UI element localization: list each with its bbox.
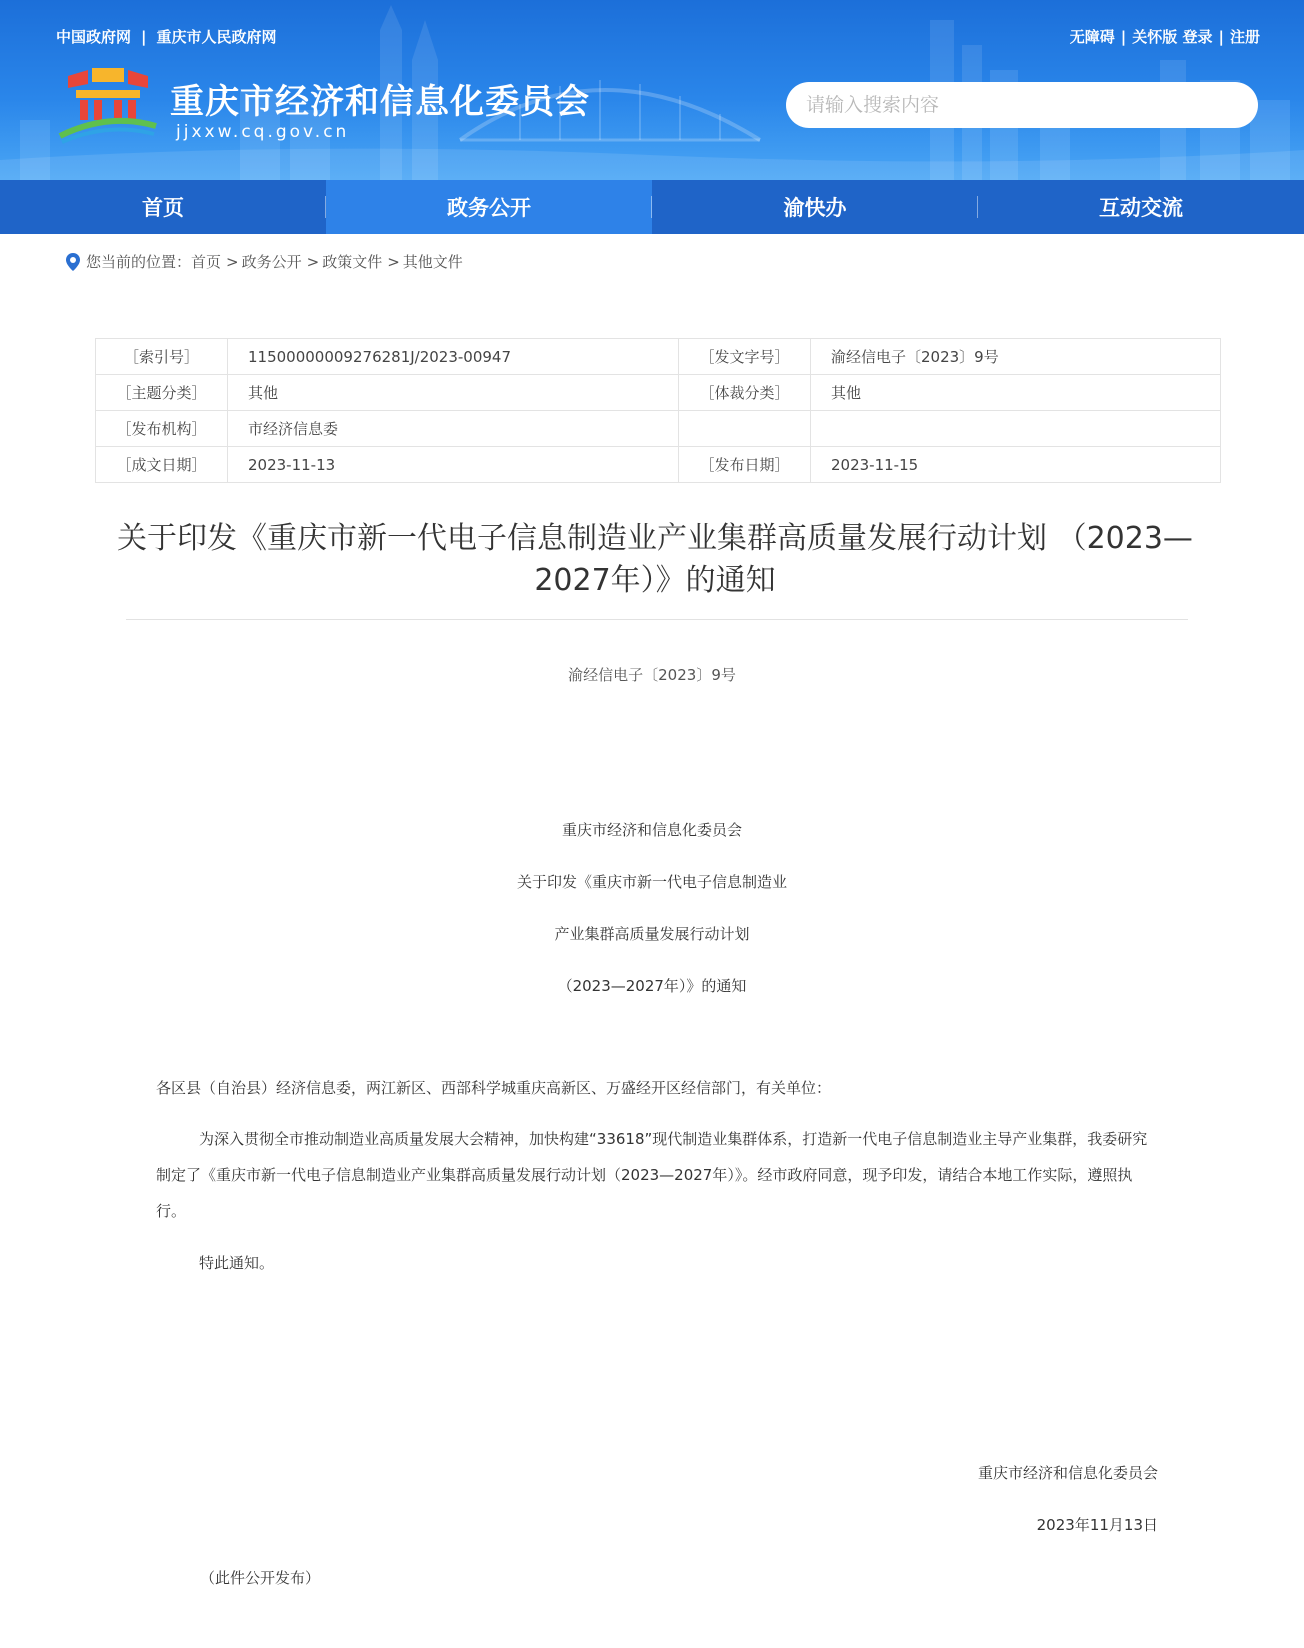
- document-title: [110, 518, 1200, 602]
- table-row: [96, 411, 1221, 447]
- link-gov-cn[interactable]: 中国政府网: [56, 28, 132, 46]
- nav-label: 政务公开: [447, 196, 531, 220]
- breadcrumb: [66, 251, 463, 272]
- nav-item-gov-affairs[interactable]: [326, 180, 652, 234]
- recipients-paragraph: 各区县（自治县）经济信息委，两江新区、西部科学城重庆高新区、万盛经开区经信部门，有关单位：: [156, 1079, 832, 1097]
- top-links: [56, 26, 277, 47]
- site-logo-icon[interactable]: [58, 64, 158, 144]
- title-divider: [126, 619, 1188, 620]
- login-link[interactable]: 登录: [1182, 28, 1213, 46]
- breadcrumb-other-files[interactable]: 其他文件: [402, 253, 463, 271]
- meta-value-index: 11500000009276281J/2023-00947: [228, 339, 679, 375]
- nav-item-home[interactable]: [0, 180, 326, 234]
- register-link[interactable]: 注册: [1229, 28, 1260, 46]
- breadcrumb-policy-files[interactable]: 政策文件: [322, 253, 383, 271]
- meta-label: ［发布日期］: [679, 447, 811, 483]
- meta-label: ［体裁分类］: [679, 375, 811, 411]
- site-header: [0, 0, 1304, 180]
- breadcrumb-separator: >: [387, 252, 400, 271]
- nav-item-interaction[interactable]: [978, 180, 1304, 234]
- meta-value-topic: 其他: [228, 375, 679, 411]
- nav-item-yukuaiban[interactable]: [652, 180, 978, 234]
- nav-label: 渝快办: [783, 196, 847, 220]
- location-pin-icon: [66, 253, 80, 271]
- nav-label: 互动交流: [1099, 196, 1183, 220]
- accessibility-link[interactable]: 无障碍: [1069, 28, 1115, 46]
- meta-value-docnum: 渝经信电子〔2023〕9号: [811, 339, 1221, 375]
- meta-empty-cell: [811, 411, 1221, 447]
- table-row: [96, 375, 1221, 411]
- signature-date: 2023年11月13日: [1036, 1516, 1158, 1534]
- closing-paragraph: 特此通知。: [199, 1254, 275, 1272]
- meta-empty-cell: [679, 411, 811, 447]
- meta-value-genre: 其他: [811, 375, 1221, 411]
- breadcrumb-separator: >: [226, 252, 239, 271]
- meta-value-org: 市经济信息委: [228, 411, 679, 447]
- site-title[interactable]: 重庆市经济和信息化委员会: [170, 82, 590, 122]
- link-separator: |: [1218, 28, 1224, 46]
- table-row: [96, 339, 1221, 375]
- site-domain: jjxxw.cq.gov.cn: [176, 122, 350, 142]
- doc-heading-line: 产业集群高质量发展行动计划: [554, 925, 750, 943]
- link-separator: |: [141, 28, 147, 46]
- doc-heading-line: 关于印发《重庆市新一代电子信息制造业: [516, 873, 787, 891]
- meta-label: ［成文日期］: [96, 447, 228, 483]
- breadcrumb-separator: >: [306, 252, 320, 271]
- document-number: 渝经信电子〔2023〕9号: [568, 666, 736, 684]
- meta-value-created: 2023-11-13: [228, 447, 679, 483]
- breadcrumb-gov-affairs[interactable]: 政务公开: [241, 253, 302, 271]
- doc-heading-line: 重庆市经济和信息化委员会: [561, 821, 742, 839]
- title-line: 2027年）》的通知: [534, 563, 776, 598]
- publication-note: （此件公开发布）: [200, 1569, 321, 1587]
- link-separator: |: [1120, 28, 1127, 46]
- user-links: [1070, 26, 1260, 47]
- meta-label: ［发文字号］: [679, 339, 811, 375]
- doc-heading-line: （2023—2027年）》的通知: [557, 977, 747, 995]
- table-row: [96, 447, 1221, 483]
- breadcrumb-home[interactable]: 首页: [191, 253, 222, 271]
- elder-mode-link[interactable]: 关怀版: [1132, 28, 1178, 46]
- title-line: 关于印发《重庆市新一代电子信息制造业产业集群高质量发展行动计划 （2023—: [117, 521, 1193, 556]
- meta-label: ［发布机构］: [96, 411, 228, 447]
- search-input[interactable]: [786, 82, 1258, 128]
- meta-value-published: 2023-11-15: [811, 447, 1221, 483]
- signature: 重庆市经济和信息化委员会: [977, 1464, 1158, 1482]
- meta-label: ［索引号］: [96, 339, 228, 375]
- body-paragraph: 为深入贯彻全市推动制造业高质量发展大会精神，加快构建“33618”现代制造业集群体系，打造新一代电子信息制造业主导产业集群，我委研究制定了《重庆市新一代电子信息制造业产业集群高质量发展行动计划（2023—2027年）》。经市政府同意，现予印发，请结合本地工作实际，遵照执行。: [156, 1130, 1148, 1220]
- nav-label: 首页: [142, 196, 184, 220]
- document-meta-table: [95, 338, 1221, 483]
- main-nav: [0, 180, 1304, 234]
- breadcrumb-prefix: 您当前的位置：: [86, 253, 192, 271]
- link-cq-gov[interactable]: 重庆市人民政府网: [156, 28, 277, 46]
- meta-label: ［主题分类］: [96, 375, 228, 411]
